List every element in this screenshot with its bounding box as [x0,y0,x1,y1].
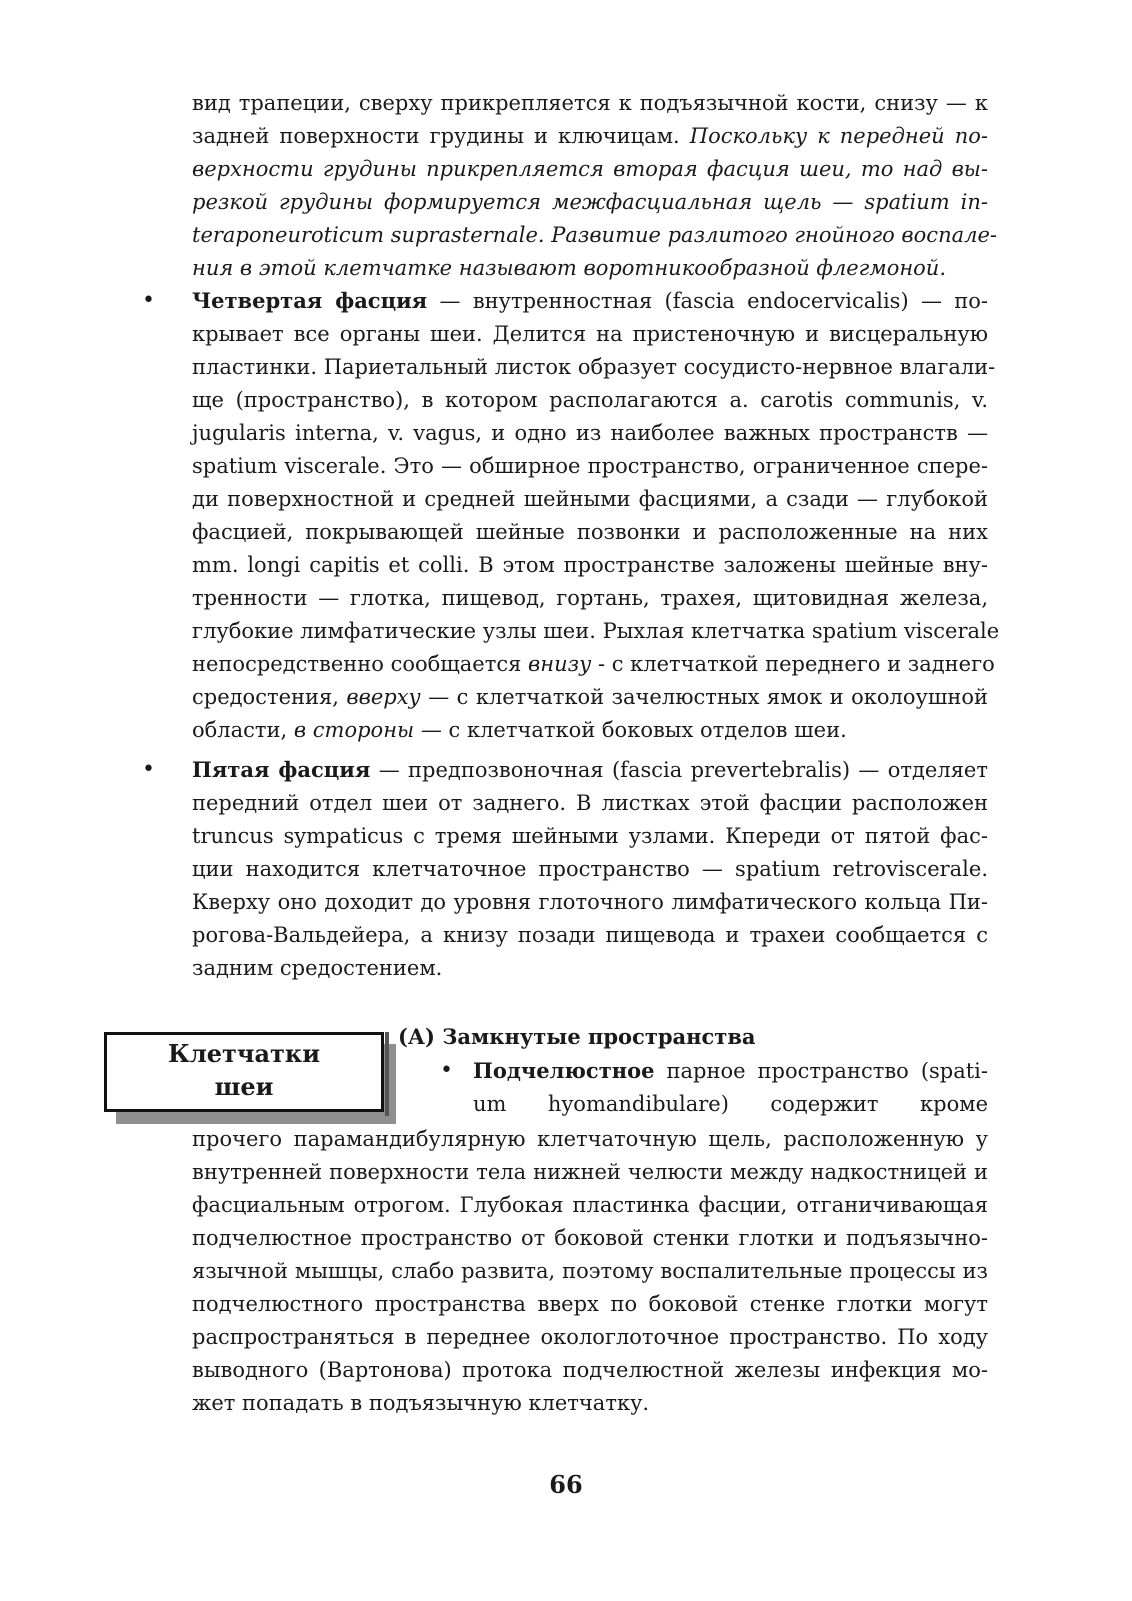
text-line: язычной мышцы, слабо развита, поэтому воспалительные процессы из [192,1259,988,1283]
text-line: верхности грудины прикрепляется вторая фасция шеи, то над вы- [192,157,988,181]
section-item-second-line: um hyomandibulare) содержит кроме [473,1092,988,1116]
text-line: spatium viscerale. Это — обширное пространство, ограниченное спере- [192,454,988,478]
side-box-line: шеи [214,1072,274,1101]
text-line: распространяться в переднее окологлоточное пространство. По ходу [192,1325,988,1349]
term-heading: Четвертая фасция [192,288,428,313]
term-heading: Подчелюстное [473,1058,655,1083]
term-heading: Пятая фасция [192,757,371,782]
section-heading: (А) Замкнутые пространства [398,1024,756,1049]
text-line: жет попадать в подъязычную клетчатку. [192,1391,650,1415]
text-line: ния в этой клетчатке называют воротникообразной флегмоной. [192,256,947,280]
text-line: глубокие лимфатические узлы шеи. Рыхлая клетчатка spatium viscerale [192,619,1000,643]
text-line: jugularis interna, v. vagus, и одно из наиболее важных пространств — [192,421,988,445]
text-line: непосредственно сообщается внизу - с клетчаткой переднего и заднего [192,652,995,676]
section-item-first-line: Подчелюстное парное пространство (spati- [473,1058,988,1083]
text-line: прочего парамандибулярную клетчаточную щель, расположенную у [192,1127,988,1151]
text-line: truncus sympaticus с тремя шейными узлами. Кпереди от пятой фас- [192,824,988,848]
text-line: средостения, вверху — с клетчаткой зачелюстных ямок и околоушной [192,685,988,709]
text-line: резкой грудины формируется межфасциальная щель — spatium in- [192,190,988,214]
text-line: фасциальным отрогом. Глубокая пластинка фасции, отганичивающая [192,1193,988,1217]
section-side-box [104,1032,384,1112]
bullet-marker: • [142,757,155,782]
text-line: Четвертая фасция — внутренностная (fascia endocervicalis) — по- [192,288,988,313]
text-line: области, в стороны — с клетчаткой боковых отделов шеи. [192,718,847,742]
text-line: выводного (Вартонова) протока подчелюстной железы инфекция мо- [192,1358,988,1382]
text-line: задним средостением. [192,956,443,980]
text-line: ции находится клетчаточное пространство — spatium retroviscerale. [192,857,988,881]
side-box-line: Клетчатки [167,1039,320,1068]
text-line: mm. longi capitis et colli. В этом пространстве заложены шейные вну- [192,553,988,577]
side-box-divider [385,1032,389,1116]
text-line: крывает все органы шеи. Делится на пристеночную и висцеральную [192,322,988,346]
bullet-marker: • [440,1058,453,1083]
text-line: передний отдел шеи от заднего. В листках этой фасции расположен [192,791,988,815]
text-line: вид трапеции, сверху прикрепляется к подъязычной кости, снизу — к [192,91,988,115]
text-line: teraponeuroticum suprasternale. Развитие разлитого гнойного воспале- [192,223,998,247]
text-line: ще (пространство), в котором располагаются a. carotis communis, v. [192,388,988,412]
text-line: Кверху оно доходит до уровня глоточного лимфатического кольца Пи- [192,890,988,914]
text-line: тренности — глотка, пищевод, гортань, трахея, щитовидная железа, [192,586,988,610]
text-line: фасцией, покрывающей шейные позвонки и расположенные на них [192,520,988,544]
text-line: подчелюстное пространство от боковой стенки глотки и подъязычно- [192,1226,988,1250]
text-line: Пятая фасция — предпозвоночная (fascia prevertebralis) — отделяет [192,757,988,782]
text-line: задней поверхности грудины и ключицам. Поскольку к передней по- [192,124,988,148]
page-number: 66 [549,1470,583,1499]
text-line: рогова-Вальдейера, а книзу позади пищевода и трахеи сообщается с [192,923,988,947]
text-line: подчелюстного пространства вверх по боковой стенке глотки могут [192,1292,988,1316]
text-line: ди поверхностной и средней шейными фасциями, а сзади — глубокой [192,487,988,511]
text-line: внутренней поверхности тела нижней челюсти между надкостницей и [192,1160,988,1184]
bullet-marker: • [142,288,155,313]
text-line: пластинки. Париетальный листок образует сосудисто-нервное влагали- [192,355,996,379]
